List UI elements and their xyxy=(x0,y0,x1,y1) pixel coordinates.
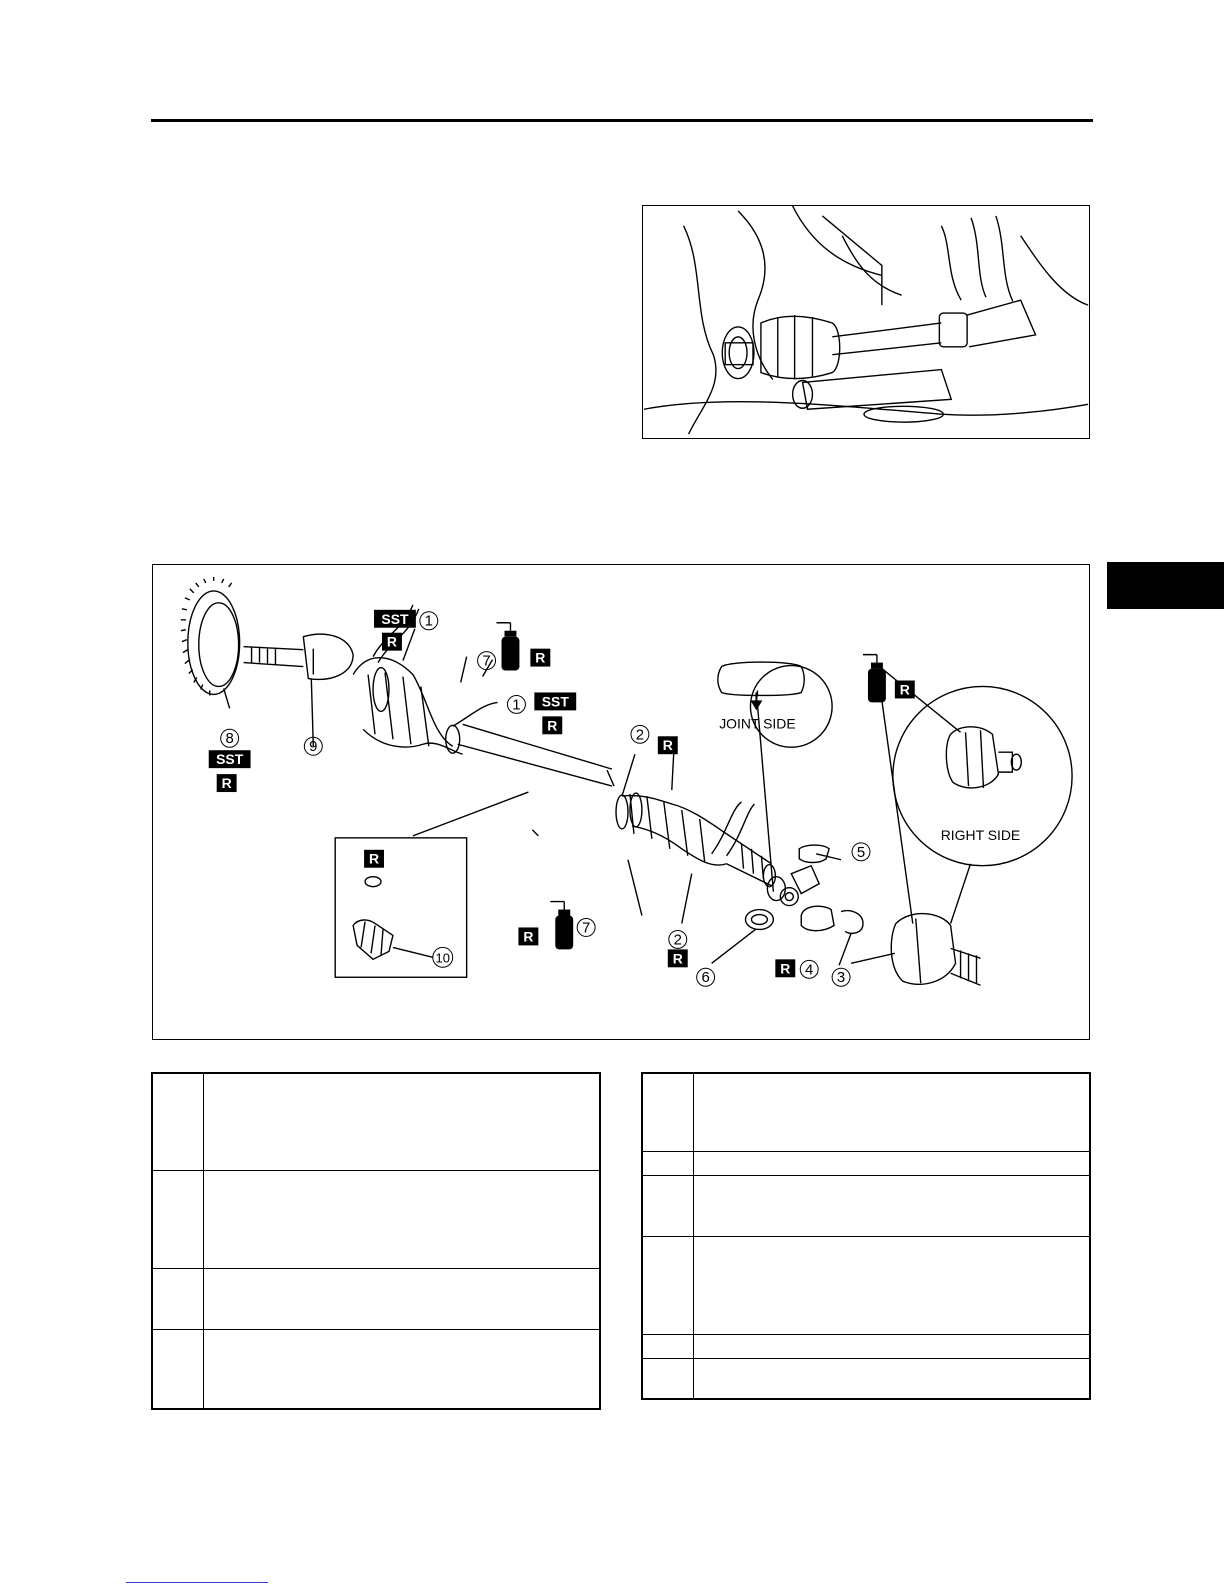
section-tab xyxy=(1107,562,1224,609)
svg-text:R: R xyxy=(662,737,673,754)
callout-7a: 7 xyxy=(482,652,491,670)
svg-text:R: R xyxy=(535,649,546,666)
exploded-view xyxy=(153,565,1089,1039)
callout-1a: 1 xyxy=(424,612,433,630)
badge-r-1a xyxy=(382,633,402,651)
callout-5: 5 xyxy=(856,843,866,861)
grease-can-icon xyxy=(550,902,573,950)
badge-r-7b xyxy=(518,927,538,945)
svg-text:R: R xyxy=(523,928,534,945)
parts-table-right xyxy=(641,1072,1091,1400)
parts-table-left xyxy=(151,1072,601,1410)
table-row xyxy=(642,1073,1090,1151)
removal-drawing xyxy=(643,206,1089,438)
badge-r-inset xyxy=(364,850,384,868)
callout-8: 8 xyxy=(225,730,234,748)
callout-4: 4 xyxy=(805,961,814,979)
callout-2b: 2 xyxy=(673,931,682,949)
callout-3: 3 xyxy=(836,969,846,987)
badge-sst-8 xyxy=(209,750,251,768)
table-row xyxy=(152,1170,600,1268)
table-row xyxy=(152,1329,600,1409)
table-row xyxy=(642,1151,1090,1175)
callout-9: 9 xyxy=(309,738,318,756)
table-row xyxy=(642,1175,1090,1236)
right-side-label: RIGHT SIDE xyxy=(940,826,1021,843)
svg-text:R: R xyxy=(221,775,232,792)
badge-r-2b xyxy=(668,949,688,967)
svg-text:R: R xyxy=(672,950,683,967)
svg-text:R: R xyxy=(386,633,398,650)
svg-text:R: R xyxy=(899,681,910,698)
callout-10: 10 xyxy=(435,950,450,966)
badge-r-1b xyxy=(542,716,562,734)
grease-can-icon xyxy=(863,655,886,703)
table-row xyxy=(642,1334,1090,1358)
callout-2a: 2 xyxy=(635,726,645,744)
svg-text:R: R xyxy=(369,850,380,867)
table-row xyxy=(642,1236,1090,1334)
header-rule xyxy=(151,119,1093,122)
exploded-parts-diagram xyxy=(152,564,1090,1040)
svg-text:R: R xyxy=(547,717,558,734)
joint-side-label: JOINT SIDE xyxy=(719,715,796,732)
svg-text:SST: SST xyxy=(381,610,409,627)
table-row xyxy=(152,1073,600,1170)
badge-r-2a xyxy=(658,736,678,754)
removal-illustration xyxy=(642,205,1090,439)
badge-r-7a xyxy=(530,649,550,667)
footer-link-underline[interactable] xyxy=(126,1582,268,1583)
svg-text:SST: SST xyxy=(216,751,244,768)
callout-1b: 1 xyxy=(512,696,521,714)
callout-6: 6 xyxy=(701,969,710,987)
badge-sst-1a xyxy=(374,610,416,628)
badge-r-4 xyxy=(775,959,795,977)
table-row xyxy=(152,1268,600,1329)
svg-text:R: R xyxy=(780,960,791,977)
callout-7b: 7 xyxy=(581,919,591,937)
badge-sst-1b xyxy=(534,692,576,710)
badge-r-8 xyxy=(217,774,237,792)
badge-r-3 xyxy=(895,681,915,699)
grease-can-icon xyxy=(497,623,520,671)
svg-text:SST: SST xyxy=(541,693,569,710)
table-row xyxy=(642,1358,1090,1399)
